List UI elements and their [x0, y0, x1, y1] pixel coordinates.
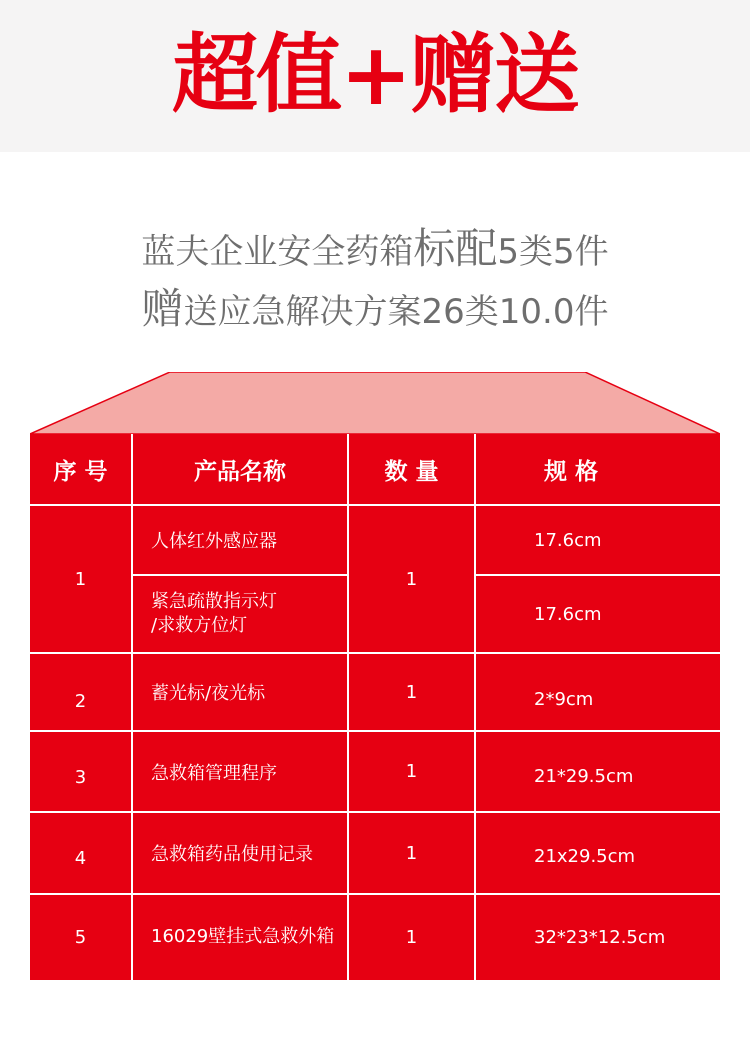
header-quantity: 数 量: [384, 458, 439, 485]
product-quantity: 1: [405, 927, 418, 948]
header-product-name: 产品名称: [194, 458, 286, 485]
subtitle-line1-prefix: 蓝夫企业安全药箱: [141, 232, 414, 272]
header-spec: 规 格: [544, 458, 599, 485]
product-name: 急救箱药品使用记录: [151, 844, 313, 865]
row-index: 2: [74, 690, 87, 712]
row-index: 4: [74, 847, 87, 869]
banner-title: 超值+赠送: [171, 25, 579, 125]
product-quantity: 1: [405, 568, 418, 590]
product-table: [30, 434, 720, 980]
product-spec: 21x29.5cm: [534, 845, 636, 867]
subtitle-line-2: [0, 284, 750, 337]
product-quantity: 1: [405, 761, 418, 782]
product-name: 蓄光标/夜光标: [151, 683, 266, 704]
row-index: 5: [74, 927, 87, 948]
header-index: 序 号: [53, 458, 108, 485]
subtitle-line1-emphasis: 标配: [413, 224, 498, 273]
subtitle-line2-emphasis: 赠: [141, 284, 184, 333]
row-index: 3: [74, 767, 87, 788]
product-name: 16029壁挂式急救外箱: [151, 925, 335, 947]
product-spec: 17.6cm: [534, 529, 602, 551]
column-divider: [474, 434, 476, 980]
subtitle-line-1: [0, 224, 750, 277]
row-index: 1: [74, 568, 87, 590]
product-spec: 32*23*12.5cm: [534, 927, 666, 948]
product-quantity: 1: [405, 842, 418, 864]
column-divider: [131, 434, 133, 980]
header-banner: [0, 0, 750, 152]
table-top-trapezoid: [30, 372, 720, 434]
product-spec: 17.6cm: [534, 603, 602, 625]
product-spec: 2*9cm: [534, 688, 594, 710]
subtitle-line1-suffix: 5类5件: [497, 232, 609, 272]
product-spec: 21*29.5cm: [534, 766, 634, 787]
product-name: 人体红外感应器: [151, 531, 277, 552]
product-name: 急救箱管理程序: [151, 762, 277, 784]
product-quantity: 1: [405, 681, 418, 703]
subtitle-line2-suffix: 送应急解决方案26类10.0件: [183, 292, 609, 332]
product-name: 紧急疏散指示灯 /求救方位灯: [151, 591, 277, 636]
